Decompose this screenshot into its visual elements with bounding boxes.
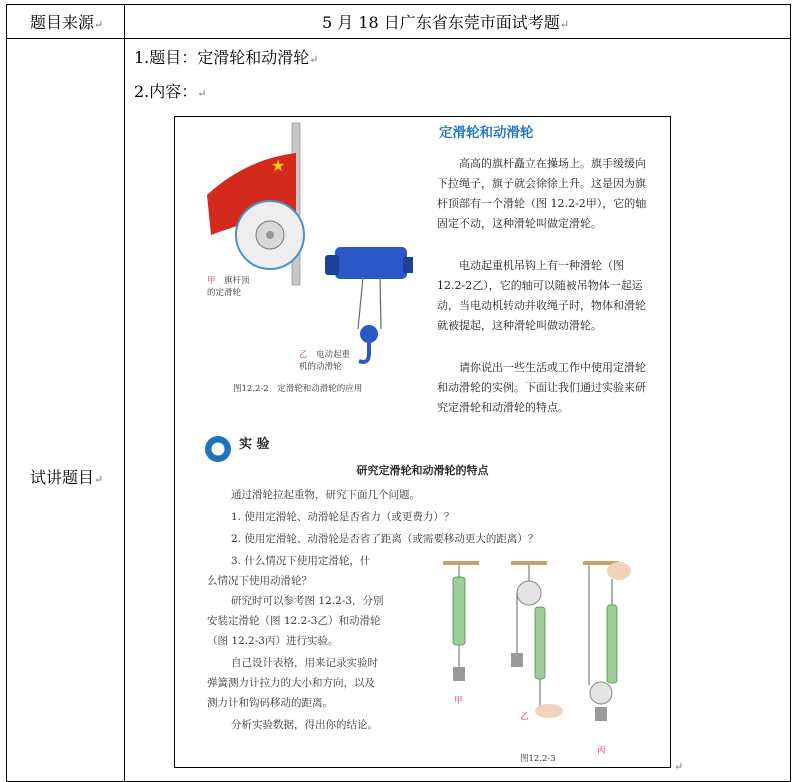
source-value: 5 月 18 日广东省东莞市面试考题 (322, 13, 560, 32)
support-bar-jia (443, 561, 479, 565)
column-divider (124, 4, 125, 782)
caption-yi-mark: 乙 (299, 350, 308, 360)
row-divider (6, 38, 791, 39)
question-1: 1. 使用定滑轮、动滑轮是否省力（或更费力）？ (231, 511, 455, 523)
content-label: 2.内容： (134, 82, 198, 101)
method-line-1: 研究时可以参考图 12.2-3，分别 (231, 595, 384, 607)
method-line-3: （图 12.2-3丙）进行实验。 (207, 635, 339, 647)
paragraph-mark: ↵ (197, 87, 207, 100)
paragraph-examples: 请你说出一些生活或工作中使用定滑轮和动滑轮的实例。下面让我们通过实验来研究定滑轮和动滑轮的特点。 (437, 361, 646, 414)
paragraph-mark: ↵ (674, 760, 684, 773)
caption-yi (299, 349, 350, 373)
source-value-cell (322, 10, 569, 33)
paragraph-movable-pulley: 电动起重机吊钩上有一种滑轮（图 12.2-2乙），它的轴可以随被吊物体一起运动，当电动机转动并收绳子时，物体和滑轮就被提起，这种滑轮叫做动滑轮。 (437, 259, 646, 332)
table-line-1: 自己设计表格，用来记录实验时 (231, 657, 378, 669)
spring-scale-jia-icon (453, 565, 465, 681)
caption-yi-line2: 机的动滑轮 (299, 362, 342, 372)
movable-pulley-setup-bing-icon (589, 562, 631, 721)
paragraph-mark: ↵ (309, 53, 319, 66)
experiment-title: 研究定滑轮和动滑轮的特点 (356, 464, 489, 477)
experiment-label: 实 验 (239, 437, 270, 452)
experiment-icon (203, 434, 233, 464)
question-3-cont: 么情况下使用动滑轮？ (207, 575, 312, 587)
flag-star-icon: ★ (271, 156, 286, 175)
table-line-3: 测力计和钩码移动的距离。 (207, 697, 333, 709)
paragraph-mark: ↵ (94, 18, 104, 31)
caption-jia-line2: 的定滑轮 (207, 288, 242, 298)
caption-jia-mark: 甲 (207, 276, 216, 286)
pulley-experiment-figure (437, 557, 662, 757)
question-3: 3. 什么情况下使用定滑轮，什 (231, 555, 371, 567)
content-line (134, 79, 207, 102)
topic-line (134, 45, 319, 68)
crane-motor-icon (325, 247, 413, 362)
source-label-cell (30, 10, 103, 33)
fig3-label-jia: 甲 (454, 696, 463, 706)
topic-title: 1.题目：定滑轮和动滑轮 (134, 48, 310, 67)
conclusion-line: 分析实验数据，得出你的结论。 (231, 719, 378, 731)
paragraph-mark: ↵ (559, 18, 570, 31)
support-bar-yi (511, 561, 547, 565)
pulley-axle-icon (266, 231, 274, 239)
figure-caption: 图12.2-2 定滑轮和动滑轮的应用 (233, 384, 363, 394)
paragraph-mark: ↵ (94, 473, 104, 486)
caption-yi-line1: 电动起重 (316, 350, 351, 360)
table-line-2: 弹簧测力计拉力的大小和方向，以及 (207, 677, 375, 689)
fig3-label-bing: 丙 (597, 746, 606, 756)
experiment-intro: 通过滑轮拉起重物，研究下面几个问题。 (231, 489, 420, 501)
caption-jia-line1: 旗杆顶 (224, 276, 250, 286)
fixed-pulley-setup-yi-icon (511, 565, 563, 718)
source-label: 题目来源 (30, 13, 95, 32)
question-2: 2. 使用定滑轮、动滑轮是否省了距离（或需要移动更大的距离）？ (231, 533, 539, 545)
paragraph-fixed-pulley: 高高的旗杆矗立在操场上。旗手缓缓向下拉绳子，旗子就会徐徐上升。这是因为旗杆顶部有一个滑轮（图 12.2-2甲），它的轴固定不动，这种滑轮叫做定滑轮。 (437, 157, 647, 230)
topic-label-cell (30, 465, 103, 488)
fig3-label-yi: 乙 (520, 712, 529, 722)
fig3-caption: 图12.2-3 (520, 754, 556, 764)
topic-label: 试讲题目 (30, 468, 95, 487)
caption-jia (207, 275, 250, 299)
textbook-page-image (174, 116, 671, 768)
section-heading: 定滑轮和动滑轮 (439, 125, 534, 141)
method-line-2: 安装定滑轮（图 12.2-3乙）和动滑轮 (207, 615, 381, 627)
